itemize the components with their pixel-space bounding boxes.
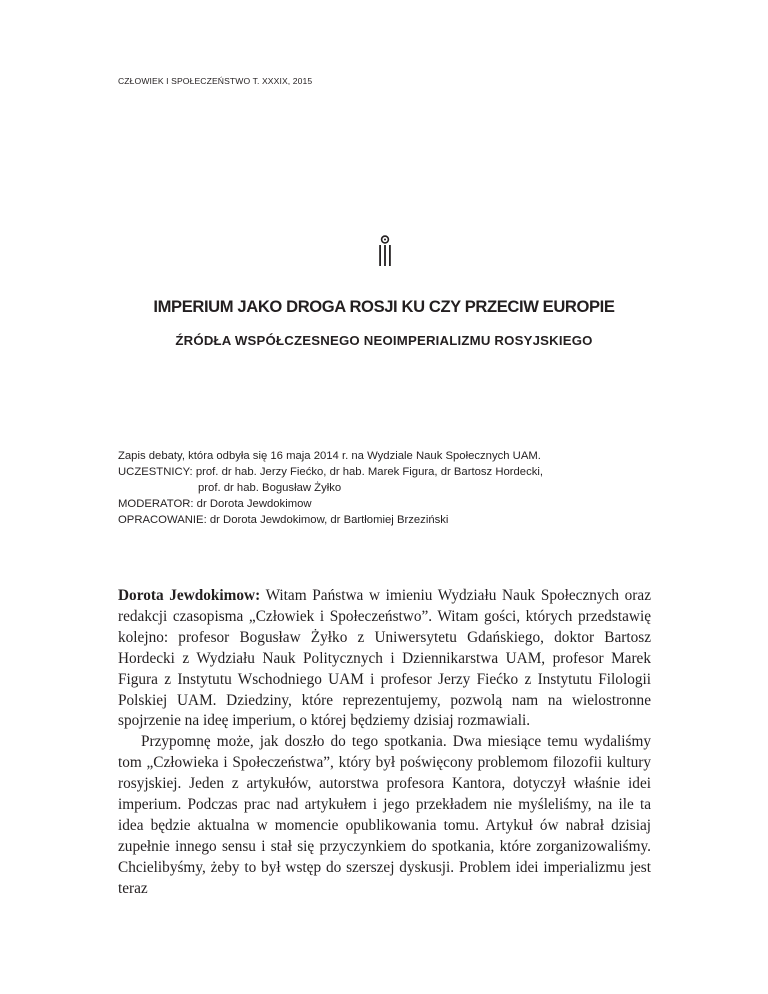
participants-line-continued: prof. dr hab. Bogusław Żyłko — [198, 482, 342, 494]
editing-line: OPRACOWANIE: dr Dorota Jewdokimow, dr Bartłomiej Brzeziński — [118, 514, 449, 526]
article-body — [118, 586, 651, 900]
journal-emblem-icon — [378, 235, 392, 267]
paragraph-text: Witam Państwa w imieniu Wydziału Nauk Społecznych oraz redakcji czasopisma „Człowiek i Społeczeństwo”. Witam gości, których przedstawię kolejno: profesor Bogusław Żyłko z Uniwersytetu Gdańskiego, doktor Bartosz Hordecki z Wydziału Nauk Politycznych i Dziennikarstwa UAM, profesor Marek Figura z Instytutu Wschodniego UAM i profesor Jerzy Fiećko z Instytutu Filologii Polskiej UAM. Dziedziny, które reprezentujemy, pozwolą nam na wielostronne spojrzenie na ideę imperium, o której będziemy dzisiaj rozmawiali. — [118, 587, 651, 730]
debate-record-note: Zapis debaty, która odbyła się 16 maja 2014 r. na Wydziale Nauk Społecznych UAM. — [118, 450, 541, 462]
body-paragraph — [118, 586, 651, 732]
moderator-line: MODERATOR: dr Dorota Jewdokimow — [118, 498, 312, 510]
speaker-name: Dorota Jewdokimow: — [118, 587, 261, 604]
article-title: IMPERIUM JAKO DROGA ROSJI KU CZY PRZECIW EUROPIE — [153, 297, 615, 316]
debate-metadata — [118, 448, 678, 528]
body-paragraph: Przypomnę może, jak doszło do tego spotkania. Dwa miesiące temu wydaliśmy tom „Człowieka i Społeczeństwa”, który był poświęcony problemom filozofii kultury rosyjskiej. Jeden z artykułów, autorstwa profesora Kantora, dotyczył właśnie idei imperium. Podczas prac nad artykułem i jego przekładem nie myśleliśmy, na ile ta idea będzie aktualna w momencie opublikowania tomu. Artykuł ów nabrał dzisiaj zupełnie innego sensu i stał się przyczynkiem do spotkania, które zorganizowaliśmy. Chcielibyśmy, żeby to był wstęp do szerszej dyskusji. Problem idei imperializmu jest teraz — [118, 733, 651, 897]
running-head: CZŁOWIEK I SPOŁECZEŃSTWO T. XXXIX, 2015 — [118, 76, 313, 86]
participants-line: UCZESTNICY: prof. dr hab. Jerzy Fiećko, dr hab. Marek Figura, dr Bartosz Hordecki, — [118, 466, 544, 478]
article-subtitle: ŹRÓDŁA WSPÓŁCZESNEGO NEOIMPERIALIZMU ROSYJSKIEGO — [175, 333, 593, 348]
